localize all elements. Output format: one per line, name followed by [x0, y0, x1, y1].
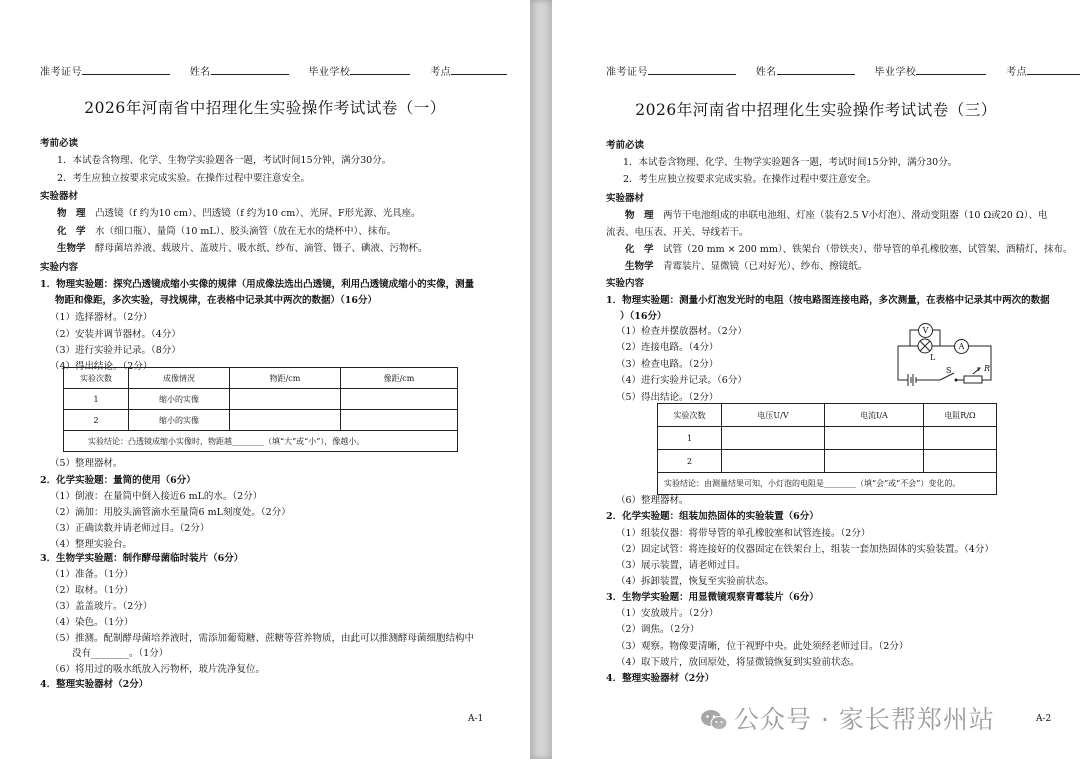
school-blank: [350, 64, 410, 75]
table-cell: [341, 389, 458, 410]
data-table: [657, 403, 997, 495]
step-line: （5）得出结论。（2分）: [616, 392, 719, 403]
content-heading: 实验内容: [606, 278, 645, 289]
table-cell: [924, 427, 997, 450]
subject-label: 生物学: [57, 243, 86, 254]
table-cell: [722, 427, 825, 450]
ammeter-symbol: A: [954, 339, 969, 354]
table-conclusion: 实验结论：凸透镜成缩小实像时，物距越________（填“大”或“小”），像越小。: [64, 431, 458, 452]
page-title: 2026年河南省中招理化生实验操作考试试卷（三）: [635, 101, 997, 119]
equipment-text: 水（细口瓶）、量筒（10 mL）、胶头滴管（放在无水的烧杯中）、抹布。: [95, 226, 397, 237]
voltmeter-symbol: V: [918, 323, 933, 338]
exam-no-blank: [82, 64, 170, 75]
watermark: [700, 700, 995, 736]
question-title: 1．物理实验题：测量小灯泡发光时的电阻（按电路图连接电路，多次测量，在表格中记录其中两次的数据: [606, 295, 1050, 306]
table-header: 像距/cm: [341, 368, 458, 389]
question-title: 物距和像距，多次实验，寻找规律，在表格中记录其中两次的数据）（16分）: [55, 295, 377, 306]
step-line: （1）准备。（1分）: [50, 569, 134, 580]
question-title: 1．物理实验题：探究凸透镜成缩小实像的规律（用成像法选出凸透镜，利用凸透镜成缩小的实像，测量: [40, 279, 475, 290]
table-cell: [722, 450, 825, 473]
table-cell: [230, 389, 341, 410]
equipment-text: 青霉装片、显微镜（已对好光）、纱布、擦镜纸。: [663, 261, 868, 272]
question-title: 3．生物学实验题：用显微镜观察青霉装片（6分）: [606, 592, 819, 603]
exam-page-1: [0, 0, 530, 759]
table-header: 电流I/A: [825, 404, 924, 427]
step-line: （4）得出结论。（2分）: [50, 361, 153, 372]
school-blank: [916, 64, 986, 75]
equipment-line: [57, 242, 428, 255]
table-header: 物距/cm: [230, 368, 341, 389]
table-cell: [924, 450, 997, 473]
step-line: （3）盖盖玻片。（2分）: [50, 601, 153, 612]
equipment-line: [57, 225, 396, 238]
table-header: 电压U/V: [722, 404, 825, 427]
question-title: 4．整理实验器材（2分）: [606, 673, 715, 684]
name-label: 姓名: [755, 67, 777, 78]
notice-heading: 考前必读: [606, 140, 645, 151]
table-row: [64, 410, 458, 431]
step-line: （2）滴加：用胶头滴管滴水至量筒6 mL刻度处。（2分）: [50, 507, 291, 518]
question-title: 4．整理实验器材（2分）: [40, 679, 149, 690]
step-line: （1）安放玻片。（2分）: [616, 608, 719, 619]
step-line: （2）安装并调节器材。（4分）: [50, 329, 181, 340]
watermark-text: 公众号 · 家长帮郑州站: [734, 705, 995, 734]
school-label: 毕业学校: [874, 67, 917, 78]
step-line: （1）检查并摆放器材。（2分）: [616, 326, 747, 337]
step-line: （2）调焦。（2分）: [616, 624, 700, 635]
step-line: （5）整理器材。: [50, 458, 123, 469]
question-title: 2．化学实验题：组装加热固体的实验装置（6分）: [606, 511, 819, 522]
exam-no-label: 准考证号: [606, 67, 648, 78]
switch-label: S: [946, 366, 952, 375]
step-line: （4）整理实验台。: [50, 539, 133, 550]
exam-no-label: 准考证号: [40, 67, 82, 78]
exam-no-blank: [648, 64, 736, 75]
step-line: （4）染色。（1分）: [50, 617, 134, 628]
table-row: [658, 450, 997, 473]
equipment-heading: 实验器材: [40, 191, 79, 202]
step-line: （3）检查电路。（2分）: [616, 359, 719, 370]
question-title: ）（16分）: [620, 311, 667, 322]
step-line: （5）推测。配制酵母菌培养液时，需添加葡萄糖、蔗糖等营养物质，由此可以推测酵母菌细胞结构中: [50, 633, 475, 644]
wechat-icon: [700, 708, 728, 730]
step-line: （4）取下玻片，放回原处，将显微镜恢复到实验前状态。: [616, 657, 860, 668]
subject-label: 化 学: [625, 244, 654, 255]
table-cell: 2: [64, 410, 129, 431]
site-blank: [1027, 64, 1080, 75]
equipment-line: [57, 207, 421, 220]
equipment-text: 试管（20 mm × 200 mm）、铁架台（带铁夹）、带导管的单孔橡胶塞、试管架、酒精灯、抹布。: [663, 244, 1073, 255]
subject-label: 物 理: [57, 208, 86, 219]
equipment-heading: 实验器材: [606, 193, 645, 204]
step-line: （2）连接电路。（4分）: [616, 342, 719, 353]
circuit-diagram: [892, 318, 997, 390]
step-line: （6）将用过的吸水纸放入污物杯，玻片洗净复位。: [50, 664, 266, 675]
notice-heading: 考前必读: [40, 138, 79, 149]
subject-label: 生物学: [625, 261, 654, 272]
notice-line: 2．考生应独立按要求完成实验。在操作过程中要注意安全。: [623, 174, 877, 185]
page-gutter: [530, 0, 552, 759]
step-line: （2）取材。（1分）: [50, 585, 134, 596]
step-line: （2）固定试管：将连接好的仪器固定在铁架台上，组装一套加热固体的实验装置。（4分）: [616, 544, 994, 555]
name-blank: [777, 64, 855, 75]
table-conclusion: 实验结论：由测量结果可知，小灯泡的电阻是________（填“会”或“不会”）变化的。: [658, 473, 997, 495]
table-header: 实验次数: [64, 368, 129, 389]
header-fields: [40, 63, 507, 78]
table-cell: 1: [64, 389, 129, 410]
step-line: （3）展示装置，请老师过目。: [616, 560, 746, 571]
subject-label: 化 学: [57, 226, 86, 237]
data-table: [63, 367, 458, 452]
name-blank: [211, 64, 289, 75]
step-line: （3）进行实验并记录。（8分）: [50, 345, 181, 356]
site-label: 考点: [1006, 67, 1028, 78]
table-header: 电阻R/Ω: [924, 404, 997, 427]
table-cell: 2: [658, 450, 722, 473]
name-label: 姓名: [189, 67, 211, 78]
step-line: （1）倒液：在量筒中倒入接近6 mL的水。（2分）: [50, 491, 263, 502]
school-label: 毕业学校: [308, 67, 351, 78]
step-line: （1）选择器材。（2分）: [50, 312, 153, 323]
page-title: 2026年河南省中招理化生实验操作考试试卷（一）: [84, 99, 446, 117]
header-fields: [606, 63, 1080, 78]
step-line: （6）整理器材。: [616, 495, 689, 506]
step-line: （3）正确读数并请老师过目。（2分）: [50, 523, 210, 534]
table-row: [658, 427, 997, 450]
equipment-text: 凸透镜（f 约为10 cm）、凹透镜（f 约为10 cm）、光屏、F形光源、光具座。: [95, 208, 421, 219]
site-blank: [451, 64, 507, 75]
table-cell: [230, 410, 341, 431]
equipment-line: 流表、电压表、开关、导线若干。: [606, 227, 749, 238]
content-heading: 实验内容: [40, 262, 79, 273]
table-header: 成像情况: [129, 368, 230, 389]
table-cell: [825, 427, 924, 450]
equipment-line: [625, 260, 867, 273]
table-cell: 缩小的实像: [129, 410, 230, 431]
step-line: （1）组装仪器：将带导管的单孔橡胶塞和试管连接。（2分）: [616, 528, 871, 539]
exam-page-2: [552, 0, 1080, 759]
step-line: 没有________。（1分）: [72, 648, 169, 659]
site-label: 考点: [430, 67, 452, 78]
circuit-wires: [892, 318, 997, 390]
equipment-text: 两节干电池组成的串联电池组、灯座（装有2.5 V小灯泡）、滑动变阻器（10 Ω或20 Ω）、电: [663, 210, 1048, 221]
step-line: （3）观察。物像要清晰，位于视野中央。此处须经老师过目。（2分）: [616, 641, 909, 652]
question-title: 3．生物学实验题：制作酵母菌临时装片（6分）: [40, 553, 244, 564]
table-cell: 1: [658, 427, 722, 450]
table-cell: 缩小的实像: [129, 389, 230, 410]
subject-label: 物 理: [625, 210, 654, 221]
table-row: [64, 389, 458, 410]
table-cell: [341, 410, 458, 431]
page-number: A-1: [468, 714, 484, 724]
lamp-label: L: [930, 353, 936, 362]
equipment-line: [625, 209, 1048, 222]
equipment-text: 酵母菌培养液、载玻片、盖玻片、吸水纸、纱布、滴管、镊子、碘液、污物杯。: [95, 243, 428, 254]
notice-line: 1．本试卷含物理、化学、生物学实验题各一题，考试时间15分钟，满分30分。: [57, 155, 392, 166]
table-header: 实验次数: [658, 404, 722, 427]
step-line: （4）进行实验并记录。（6分）: [616, 375, 747, 386]
notice-line: 1．本试卷含物理、化学、生物学实验题各一题，考试时间15分钟，满分30分。: [623, 157, 958, 168]
table-cell: [825, 450, 924, 473]
question-title: 2．化学实验题：量筒的使用（6分）: [40, 475, 196, 486]
step-line: （4）拆卸装置，恢复至实验前状态。: [616, 576, 775, 587]
notice-line: 2．考生应独立按要求完成实验。在操作过程中要注意安全。: [57, 173, 311, 184]
equipment-line: [625, 243, 1072, 256]
page-number: A-2: [1036, 714, 1052, 724]
rheostat-label: R: [984, 364, 991, 373]
